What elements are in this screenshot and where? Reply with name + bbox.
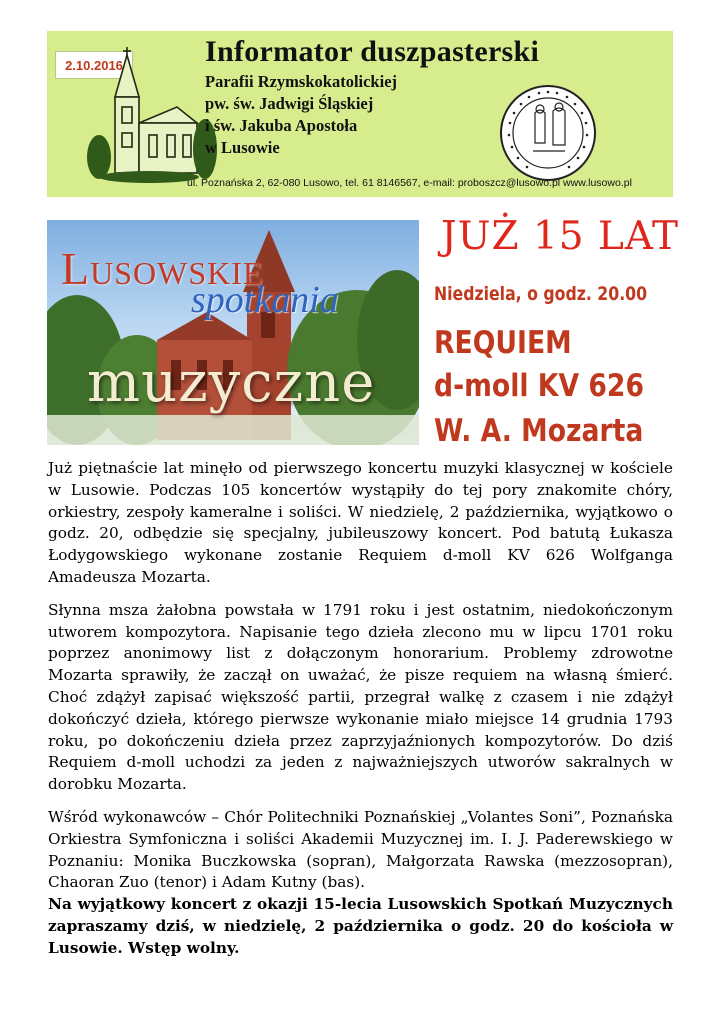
article-paragraph: Słynna msza żałobna powstała w 1791 roku i jest ostatnim, niedokończonym utworem kompozytora. Napisanie tego dzieła zlecono mu w lipcu 1701 roku poprzez anonimowy list z dołączonym honorarium. Problemy zdrowotne Mozarta sprawiły, że zaczął on uważać, że pisze requiem na własną śmierć. Choć zdążył zapisać większość partii, przegrał walkę z czasem i nie zdążył dokończyć dzieła, którego pierwsze wykonanie miało miejsce 14 grudnia 1793 roku, po dokończeniu dzieła przez zaprzyjaźnionych kompozytorów. Do dziś Requiem d-moll uchodzi za jeden z najważniejszych utworów sakralnych w dorobku Mozarta. [48, 600, 673, 794]
concert-composer: W. A. Mozarta [434, 413, 644, 449]
article-body [48, 458, 673, 905]
concert-time: Niedziela, o godz. 20.00 [434, 283, 648, 305]
newsletter-header [47, 31, 673, 197]
banner-word-spotkania: spotkania [191, 279, 339, 321]
invitation-text: Na wyjątkowy koncert z okazji 15-lecia Lusowskich Spotkań Muzycznych zapraszamy dziś, w niedzielę, 2 października o godz. 20 do kościoła w Lusowie. Wstęp wolny. [48, 895, 673, 957]
article-paragraph: Wśród wykonawców – Chór Politechniki Poznańskiej „Volantes Soni”, Poznańska Orkiestra Symfoniczna i soliści Akademii Muzycznej im. I. J. Paderewskiego w Poznaniu: Monika Buczkowska (sopran), Małgorzata Rawska (mezzosopran), Chaoran Zuo (tenor) i Adam Kutny (bas). [48, 807, 673, 892]
parish-name-line: w Lusowie [205, 138, 280, 157]
concert-work-key: d-moll KV 626 [434, 368, 645, 404]
concert-series-banner [47, 220, 419, 445]
parish-name [205, 71, 397, 159]
anniversary-heading: JUŻ 15 LAT [441, 214, 679, 259]
church-drawing-icon [87, 45, 217, 185]
banner-word-muzyczne: muzyczne [87, 350, 376, 415]
contact-line: ul. Poznańska 2, 62-080 Lusowo, tel. 61 8146567, e-mail: proboszcz@lusowo.pl www.lusowo.pl [187, 177, 632, 189]
parish-name-line: pw. św. Jadwigi Śląskiej [205, 94, 374, 113]
article-paragraph: Już piętnaście lat minęło od pierwszego koncertu muzyki klasycznej w kościele w Lusowie. Podczas 105 koncertów wystąpiły do tej pory znakomite chóry, orkiestry, zespoły kameralne i soliści. W niedzielę, 2 października, wyjątkowo o godz. 20, odbędzie się specjalny, jubileuszowy koncert. Pod batutą Łukasza Łodygowskiego wykonane zostanie Requiem d-moll KV 626 Wolfganga Amadeusza Mozarta. [48, 459, 673, 586]
parish-name-line: Parafii Rzymskokatolickiej [205, 72, 398, 91]
parish-name-line: i św. Jakuba Apostoła [205, 116, 358, 135]
newsletter-title: Informator duszpasterski [205, 35, 540, 68]
date-badge: 2.10.2016 [55, 51, 133, 79]
concert-work-title: REQUIEM [434, 325, 572, 361]
parish-seal-icon [497, 83, 599, 183]
banner-word-lusowskie: Lusowskie [61, 243, 264, 294]
